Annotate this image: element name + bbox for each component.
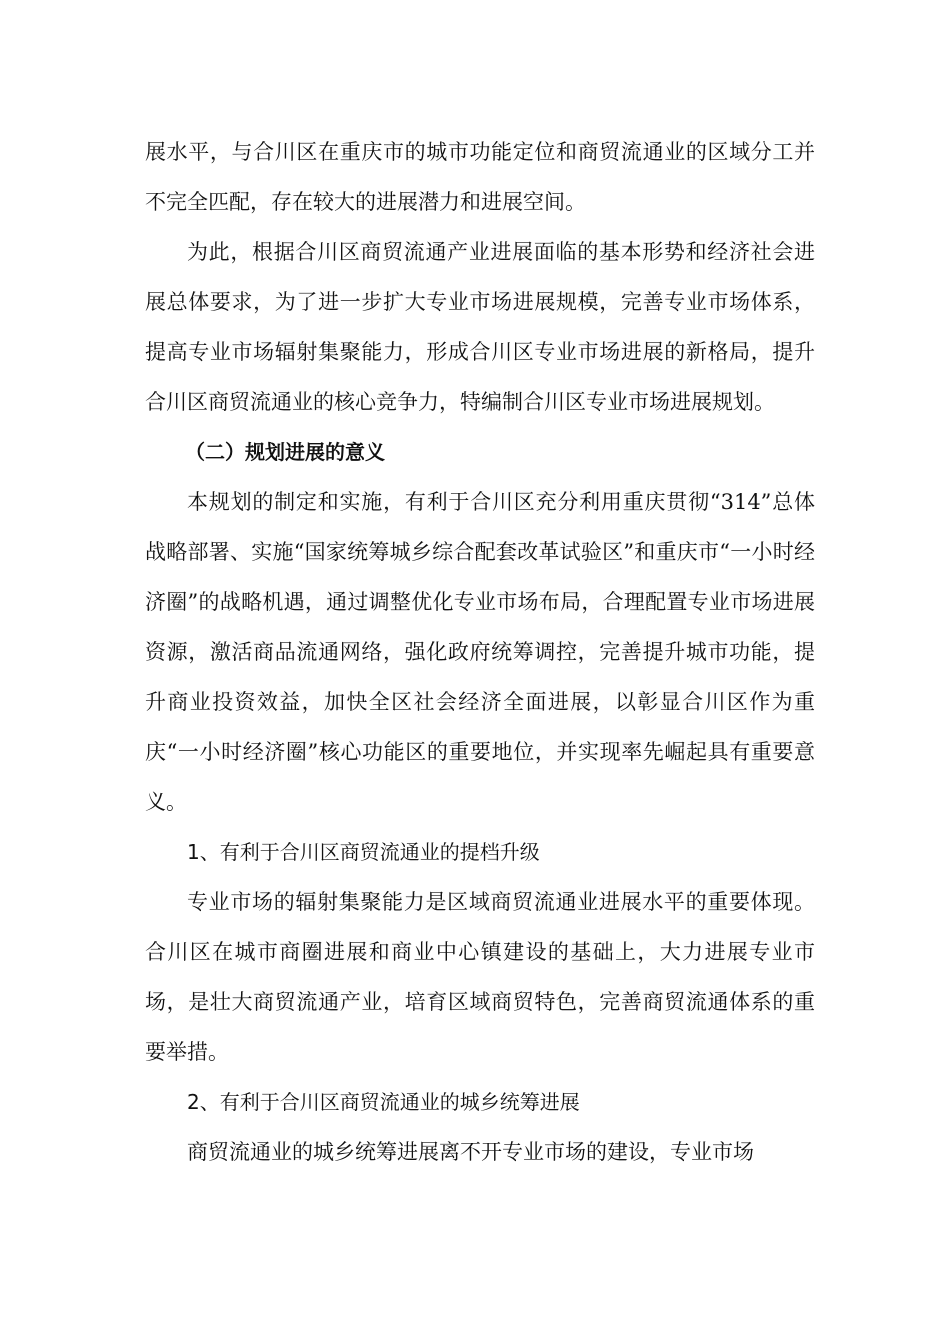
paragraph-urban-rural: 商贸流通业的城乡统筹进展离不开专业市场的建设，专业市场 xyxy=(187,1140,754,1164)
subheading-upgrade: 1、有利于合川区商贸流通业的提档升级 xyxy=(187,840,540,864)
section-heading-significance: （二）规划进展的意义 xyxy=(185,440,385,464)
paragraph-upgrade: 专业市场的辐射集聚能力是区域商贸流通业进展水平的重要体现。合川区在城市商圈进展和商业中心镇建设的基础上，大力进展专业市场，是壮大商贸流通产业，培育区域商贸特色，完善商贸流通体系的重要举措。 xyxy=(145,890,815,1064)
paragraph-purpose: 为此，根据合川区商贸流通产业进展面临的基本形势和经济社会进展总体要求，为了进一步扩大专业市场进展规模，完善专业市场体系，提高专业市场辐射集聚能力，形成合川区专业市场进展的新格局，提升合川区商贸流通业的核心竞争力，特编制合川区专业市场进展规划。 xyxy=(145,240,815,414)
paragraph-continuation: 展水平，与合川区在重庆市的城市功能定位和商贸流通业的区域分工并不完全匹配，存在较大的进展潜力和进展空间。 xyxy=(145,140,815,214)
document-body xyxy=(145,127,815,1177)
paragraph-significance: 本规划的制定和实施，有利于合川区充分利用重庆贯彻“314”总体战略部署、实施“国家统筹城乡综合配套改革试验区”和重庆市“一小时经济圈”的战略机遇，通过调整优化专业市场布局，合理配置专业市场进展资源，激活商品流通网络，强化政府统筹调控，完善提升城市功能，提升商业投资效益，加快全区社会经济全面进展，以彰显合川区作为重庆“一小时经济圈”核心功能区的重要地位，并实现率先崛起具有重要意义。 xyxy=(145,490,815,814)
subheading-urban-rural: 2、有利于合川区商贸流通业的城乡统筹进展 xyxy=(187,1090,580,1114)
